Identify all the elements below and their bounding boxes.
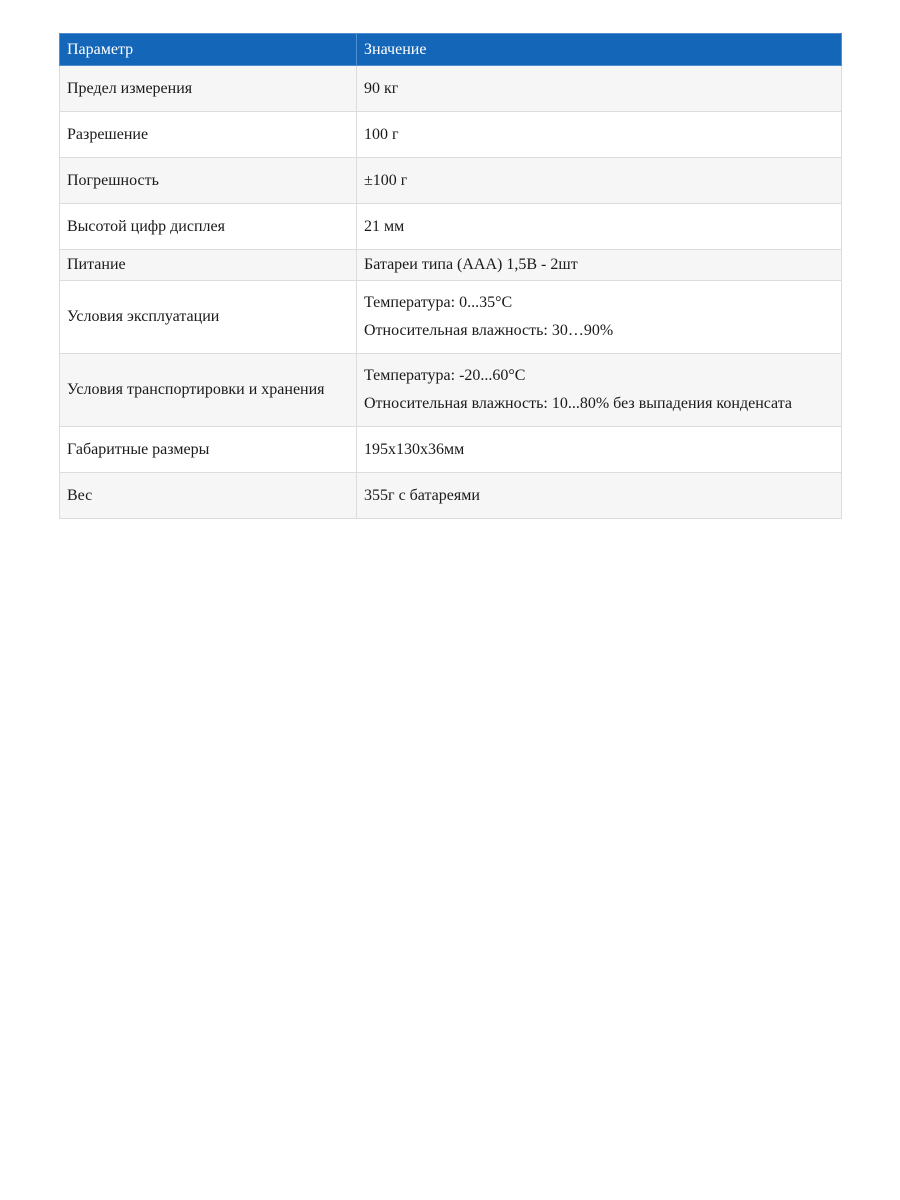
column-header-parameter: Параметр — [60, 34, 357, 66]
value-line: Относительная влажность: 30…90% — [364, 322, 614, 339]
value-line: 21 мм — [364, 217, 405, 235]
specifications-table — [59, 33, 842, 519]
table-row — [60, 158, 842, 204]
table-row — [60, 281, 842, 354]
parameter-cell: Погрешность — [60, 158, 357, 204]
table-row — [60, 427, 842, 473]
table-row — [60, 204, 842, 250]
value-cell — [357, 112, 842, 158]
value-cell — [357, 354, 842, 427]
value-line: Батареи типа (ААА) 1,5В - 2шт — [364, 256, 578, 273]
value-line: Относительная влажность: 10...80% без выпадения конденсата — [364, 395, 793, 412]
value-cell — [357, 204, 842, 250]
value-cell — [357, 66, 842, 112]
value-cell — [357, 473, 842, 519]
parameter-cell: Условия эксплуатации — [60, 281, 357, 354]
parameter-cell: Разрешение — [60, 112, 357, 158]
value-line: Температура: 0...35°C — [364, 294, 513, 311]
table-row — [60, 354, 842, 427]
table-header-row — [60, 34, 842, 66]
parameter-cell: Предел измерения — [60, 66, 357, 112]
value-cell — [357, 158, 842, 204]
value-cell — [357, 427, 842, 473]
value-line: ±100 г — [364, 171, 408, 189]
value-line: Температура: -20...60°C — [364, 367, 526, 384]
value-cell — [357, 250, 842, 281]
value-line: 195x130x36мм — [364, 440, 465, 458]
value-line: 100 г — [364, 125, 399, 143]
column-header-value: Значение — [357, 34, 842, 66]
parameter-cell: Вес — [60, 473, 357, 519]
parameter-cell: Высотой цифр дисплея — [60, 204, 357, 250]
table-row — [60, 473, 842, 519]
parameter-cell: Габаритные размеры — [60, 427, 357, 473]
value-cell — [357, 281, 842, 354]
table-row — [60, 112, 842, 158]
table-row — [60, 66, 842, 112]
parameter-cell: Условия транспортировки и хранения — [60, 354, 357, 427]
value-line: 90 кг — [364, 79, 399, 97]
parameter-cell: Питание — [60, 250, 357, 281]
table-row — [60, 250, 842, 281]
value-line: 355г с батареями — [364, 486, 480, 504]
